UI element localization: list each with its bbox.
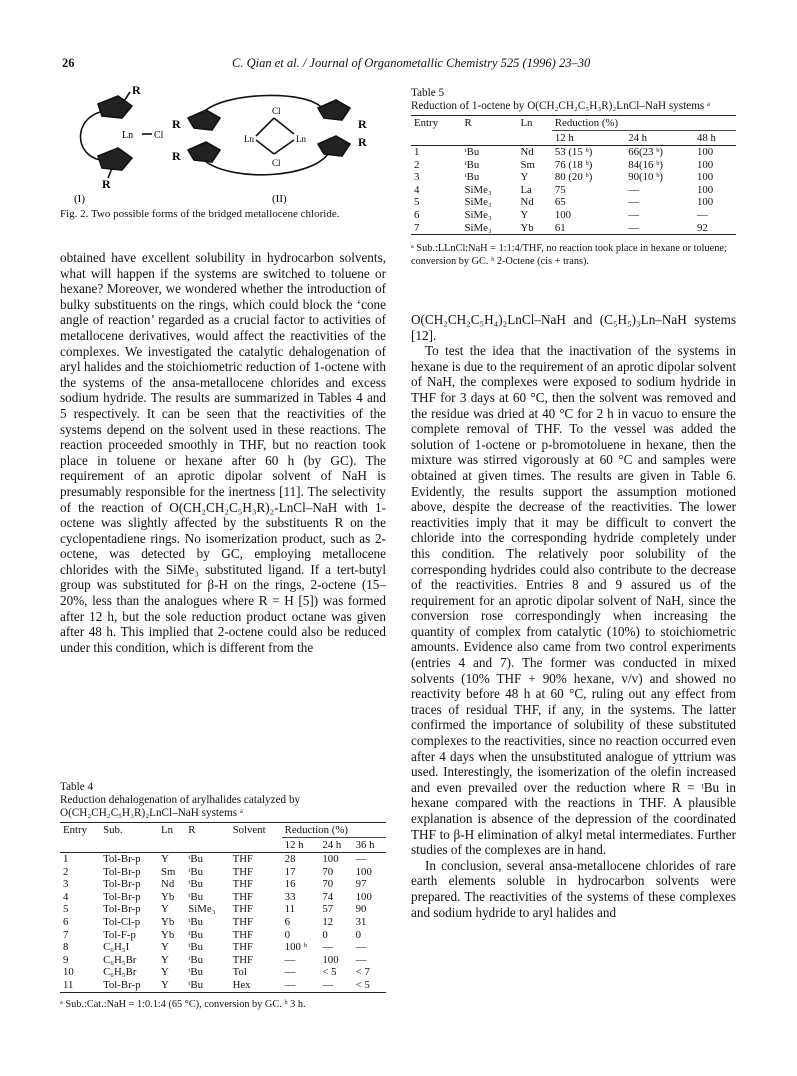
- atom-ln: Ln: [122, 130, 134, 141]
- table-row: [60, 853, 386, 866]
- table-cell: Tol-Br-p: [103, 890, 141, 903]
- cp-ring-ii-1: [188, 110, 220, 130]
- bond-ln-cl-ii-2: [274, 118, 294, 134]
- table-row: [60, 916, 386, 929]
- table-cell: 100: [696, 146, 714, 158]
- table-cell: Tol-Br-p: [103, 878, 141, 891]
- table-cell: ᵗBu: [188, 966, 203, 979]
- table-cell: SiMe₃: [464, 196, 492, 209]
- table-cell: 0: [284, 928, 291, 941]
- table-cell: 11: [63, 978, 74, 991]
- table-cell: ᵗBu: [464, 158, 480, 171]
- bond-ln-cl-ii-4: [274, 140, 294, 154]
- table-header: R: [188, 824, 196, 837]
- table-cell: 100: [322, 853, 339, 865]
- table-cell: 5: [414, 196, 420, 209]
- table-cell: 76 (18 ᵇ): [554, 158, 593, 171]
- table-row: [411, 196, 736, 209]
- table-cell: SiMe₃: [188, 903, 216, 916]
- atom-r: R: [132, 84, 141, 97]
- table-cell: 66(23 ᵇ): [628, 146, 664, 158]
- right-body-paragraph-1: O(CH₂CH₂C₅H₄)₂LnCl–NaH and (C₅H₅)₃Ln–NaH systems [12].: [411, 312, 736, 343]
- table-cell: 97: [355, 878, 367, 891]
- atom-ln: Ln: [296, 134, 306, 144]
- table-cell: Tol: [232, 966, 247, 979]
- table-cell: 92: [696, 221, 708, 234]
- table-4-label: Table 4: [60, 781, 94, 793]
- table-cell: —: [355, 941, 367, 954]
- table-cell: —: [284, 966, 296, 979]
- atom-r: R: [172, 117, 181, 131]
- table-cell: 90(10 ᵇ): [628, 171, 664, 184]
- table-cell: THF: [232, 928, 253, 941]
- table-header: Ln: [161, 824, 174, 837]
- table-cell: 3: [63, 878, 69, 891]
- table-cell: Y: [161, 978, 169, 991]
- table-cell: Yb: [161, 890, 175, 903]
- table-cell: 100: [355, 890, 372, 903]
- atom-cl: Cl: [154, 130, 164, 141]
- left-body-paragraph: obtained have excellent solubility in hydrocarbon solvents, what will happen if the systems are switched to toluene or hexane? Moreover, we wondered whether the introduction of bulky substituents on the rings, which could block the ‘cone angle of reaction’ regarded as a crucial factor to activities of metallocene derivatives, would affect the reactivities of the complexes. We investigated the catalytic dehalogenation of aryl halides and the stoichiometric reduction of 1-octene with the systems of the ansa-metallocene chlorides and excess sodium hydride. The results are summarized in Tables 4 and 5 respectively. It can be seen that the reactivities of the systems depend on the solvent used in these reactions. The reaction proceeded smoothly in THF, but no reaction took place in toluene or hexane after 60 h (by GC). The requirement of an aprotic dipolar solvent of NaH is presumably responsible for the inertness [11]. The selectivity of the reaction of O(CH₂CH₂C₅H₃R)₂-LnCl–NaH with 1-octene was slightly affected by the substituents R on the cyclopentadiene rings. No isomerization product, such as 2-octene, was detected by GC, employing metallocene chlorides with the SiMe₃ substituted ligand. If a tert-butyl group was substituted for β-H on the rings, 2-octene (15–20%, less than the analogues where R = H [5]) was formed after 12 h, but the sole reduction product octane was given after 48 h. This implied that 2-octene could also be reduced under this condition, which is different from the: [60, 250, 386, 655]
- table-header: R: [464, 117, 472, 130]
- table-cell: Sm: [520, 158, 535, 171]
- table-cell: ᵗBu: [464, 171, 480, 184]
- table-cell: 6: [414, 208, 420, 221]
- table-header: Reduction (%): [552, 116, 736, 131]
- table-cell: < 5: [322, 966, 337, 979]
- table-cell: 8: [63, 941, 69, 954]
- atom-r: R: [102, 177, 111, 191]
- table-4-footnote: ᵃ Sub.:Cat.:NaH = 1:0.1:4 (65 °C), conversion by GC. ᵇ 3 h.: [60, 998, 306, 1010]
- table-cell: 90: [355, 903, 367, 916]
- right-body-paragraph-3: In conclusion, several ansa-metallocene chlorides of rare earth elements soluble in hydrocarbon solvents were prepared. The reactivities of the systems of these complexes and sodium hydride to aryl halides and: [411, 857, 736, 920]
- table-cell: 0: [322, 928, 328, 941]
- table-cell: THF: [232, 915, 253, 928]
- table-cell: 4: [414, 183, 420, 196]
- table-cell: 70: [322, 865, 334, 878]
- table-cell: 6: [63, 915, 69, 928]
- table-cell: 11: [284, 903, 296, 916]
- table-cell: THF: [232, 890, 253, 903]
- table-5-grid: [411, 115, 736, 235]
- page-number: 26: [62, 56, 75, 70]
- right-body-paragraph-2: To test the idea that the inactivation of the systems in hexane is due to the requirement of an aprotic dipolar solvent of NaH, the complexes were exposed to sodium hydride in THF for 3 days at 60 °C, then the solvent was removed and the residue was dried at 40 °C for 2 h in vacuo to ensure the complete removal of THF. To the vessel was added the solution of 1-octene or p-bromotoluene in hexane, then the mixture was stirred vigorously at 60 °C and samples were obtained at given times. The results are given in Table 6. Evidently, the results support the assumption motioned above, despite the decrease of the reactivities. The lower reactivities imply that it may be difficult to convert the chloride into the corresponding hydride completely under this condition. The relatively poor solubility of the corresponding hydrides could also contribute to the decrease of the reactivities. Entries 8 and 9 assured us of the requirement for an aprotic dipolar solvent of NaH, since the conversion rose correspondingly when increasing the quantity of complex from catalytic (10%) to stoichiometric amounts. Evidence also came from two control experiments (entries 4 and 7). The former was conducted in mixed solvents (10% THF + 90% hexane, v/v) and showed no reactivity before 48 h at 60 °C, ruling out any effect from traces of residual THF, if any, in the systems. The latter confirmed the importance of solubility of these substituted complexes to the reactivities, since no reaction occurred even after 4 days when the unsubstituted analogue of yttrium was used. Interestingly, the isomerization of the olefin increased and even prevailed over the reduction where R = ᵗBu in hexane compared with the reactions in THF. A plausible explanation is absence of the depression of the coordinated THF to β-H elimination of alkyl metal intermediates. Further studies of the complexes are in hand.: [411, 343, 736, 858]
- table-header: Entry: [414, 117, 438, 130]
- table-5-title: Reduction of 1-octene by O(CH₂CH₂C₅H₃R)₂LnCl–NaH systems ᵃ: [411, 100, 711, 112]
- table-header: Ln: [520, 117, 533, 130]
- bridge-i: [81, 112, 101, 160]
- table-cell: Yb: [161, 915, 175, 928]
- table-cell: 61: [554, 221, 566, 234]
- table-cell: < 7: [355, 966, 370, 979]
- table-cell: THF: [232, 941, 253, 954]
- table-cell: —: [355, 953, 367, 966]
- bridged-metallocene-figure: [60, 84, 390, 208]
- bond-ln-cl-ii-1: [256, 118, 274, 136]
- table-cell: ᵗBu: [464, 146, 480, 158]
- table-cell: SiMe₃: [464, 208, 492, 221]
- table-cell: Y: [161, 941, 169, 954]
- table-cell: —: [628, 221, 639, 234]
- table-cell: —: [322, 978, 334, 991]
- table-cell: 100 ᵇ: [284, 941, 307, 954]
- table-cell: 80 (20 ᵇ): [554, 171, 593, 184]
- table-cell: Nd: [520, 196, 534, 209]
- table-5: [411, 87, 736, 268]
- label-structure-i: (I): [74, 193, 85, 205]
- table-cell: —: [322, 941, 334, 954]
- table-cell: SiMe₃: [464, 221, 492, 234]
- table-row: [60, 903, 386, 916]
- table-4-grid: [60, 822, 386, 993]
- table-cell: 7: [414, 221, 420, 234]
- table-cell: SiMe₃: [464, 183, 492, 196]
- table-cell: 53 (15 ᵇ): [554, 146, 593, 158]
- table-cell: —: [696, 208, 708, 221]
- table-cell: 74: [322, 890, 334, 903]
- table-row: [60, 891, 386, 904]
- table-cell: —: [628, 208, 639, 221]
- table-row: [411, 184, 736, 197]
- table-cell: 100: [696, 158, 714, 171]
- cp-ring-upper-i: [98, 96, 132, 118]
- table-cell: 100: [322, 953, 339, 966]
- table-cell: 2: [414, 158, 420, 171]
- table-subheader: 36 h: [355, 839, 375, 851]
- table-cell: C₆H₅Br: [103, 966, 137, 979]
- table-cell: Sm: [161, 865, 176, 878]
- table-cell: Tol-Br-p: [103, 978, 141, 991]
- table-4: [60, 781, 386, 1011]
- cp-ring-ii-4: [318, 136, 350, 156]
- table-5-footnote: ᵃ Sub.:LLnCl:NaH = 1:1:4/THF, no reaction took place in hexane or toluene; conversion by GC. ᵇ 2-Octene (cis + trans).: [411, 243, 727, 267]
- cp-ring-ii-2: [188, 142, 220, 162]
- table-cell: 100: [696, 171, 714, 184]
- table-cell: —: [284, 953, 296, 966]
- table-cell: ᵗBu: [188, 890, 203, 903]
- table-subheader: 48 h: [696, 132, 716, 144]
- running-header: [62, 56, 742, 76]
- table-cell: Tol-Br-p: [103, 903, 141, 916]
- table-cell: C₆H₅Br: [103, 953, 137, 966]
- table-cell: 100: [355, 865, 372, 878]
- table-cell: THF: [232, 878, 253, 891]
- table-cell: Y: [161, 953, 169, 966]
- table-cell: 33: [284, 890, 296, 903]
- table-row: [60, 878, 386, 891]
- table-row: [411, 146, 736, 159]
- table-cell: Yb: [520, 221, 534, 234]
- table-5-body: [411, 146, 736, 235]
- table-cell: Nd: [161, 878, 175, 891]
- atom-r: R: [358, 135, 367, 149]
- table-cell: 70: [322, 878, 334, 891]
- atom-cl: Cl: [272, 158, 281, 168]
- table-cell: 3: [414, 171, 420, 184]
- bridge-ii-1: [206, 95, 322, 110]
- table-cell: ᵗBu: [188, 915, 203, 928]
- atom-cl: Cl: [272, 106, 281, 116]
- table-cell: 28: [284, 853, 296, 865]
- table-cell: 75: [554, 183, 566, 196]
- table-header: Reduction (%): [282, 823, 386, 838]
- table-row: [60, 979, 386, 992]
- table-cell: Tol-Br-p: [103, 865, 141, 878]
- table-cell: 84(16 ᵇ): [628, 158, 664, 171]
- table-cell: ᵗBu: [188, 978, 203, 991]
- table-cell: Y: [161, 903, 169, 916]
- table-row: [60, 941, 386, 954]
- table-cell: THF: [232, 953, 253, 966]
- table-subheader: 12 h: [554, 132, 574, 144]
- structure-i: [81, 92, 153, 178]
- table-cell: Y: [161, 966, 169, 979]
- atom-r: R: [358, 117, 367, 131]
- table-cell: 1: [414, 146, 420, 158]
- table-4-title: Reduction dehalogenation of arylhalides catalyzed by O(CH₂CH₂C₅H₃R)₂LnCl–NaH systems ᵃ: [60, 794, 301, 819]
- table-cell: 7: [63, 928, 69, 941]
- table-cell: 4: [63, 890, 69, 903]
- structure-ii: [188, 95, 350, 174]
- cp-ring-lower-i: [98, 148, 132, 170]
- table-cell: < 5: [355, 978, 370, 991]
- table-row: [60, 954, 386, 967]
- table-cell: Y: [520, 208, 529, 221]
- table-cell: ᵗBu: [188, 941, 203, 954]
- table-cell: 31: [355, 915, 367, 928]
- label-structure-ii: (II): [272, 193, 287, 205]
- table-5-label: Table 5: [411, 87, 445, 99]
- table-cell: 57: [322, 903, 334, 916]
- table-cell: —: [628, 196, 639, 209]
- table-cell: —: [628, 183, 639, 196]
- table-cell: Y: [161, 853, 169, 865]
- table-cell: 9: [63, 953, 69, 966]
- table-header: Sub.: [103, 824, 123, 837]
- table-cell: Tol-Br-p: [103, 853, 141, 865]
- table-cell: ᵗBu: [188, 953, 203, 966]
- bridge-ii-2: [206, 154, 328, 175]
- table-cell: 0: [355, 928, 362, 941]
- table-cell: 17: [284, 865, 296, 878]
- table-cell: ᵗBu: [188, 878, 203, 891]
- table-header: Solvent: [232, 824, 266, 837]
- table-cell: Yb: [161, 928, 175, 941]
- table-cell: Nd: [520, 146, 534, 158]
- table-cell: 1: [63, 853, 69, 865]
- table-row: [411, 171, 736, 184]
- table-row: [411, 222, 736, 235]
- table-cell: —: [355, 853, 367, 865]
- table-cell: Tol-F-p: [103, 928, 136, 941]
- table-row: [411, 159, 736, 172]
- table-cell: 100: [696, 183, 714, 196]
- table-cell: —: [284, 978, 296, 991]
- table-cell: THF: [232, 853, 253, 865]
- table-cell: ᵗBu: [188, 865, 203, 878]
- bond-ln-cl-ii-3: [256, 140, 274, 154]
- table-row: [60, 966, 386, 979]
- table-cell: 2: [63, 865, 69, 878]
- atom-r: R: [172, 149, 181, 163]
- table-subheader: 24 h: [628, 132, 648, 144]
- journal-citation: C. Qian et al. / Journal of Organometallic Chemistry 525 (1996) 23–30: [232, 56, 591, 70]
- table-subheader: 12 h: [284, 839, 304, 851]
- atom-ln: Ln: [244, 134, 254, 144]
- table-cell: C₆H₅I: [103, 941, 130, 954]
- table-header: Entry: [63, 824, 87, 837]
- table-cell: 65: [554, 196, 566, 209]
- table-row: [411, 209, 736, 222]
- table-cell: Tol-Cl-p: [103, 915, 141, 928]
- table-cell: 12: [322, 915, 334, 928]
- table-cell: 100: [696, 196, 714, 209]
- table-cell: 6: [284, 915, 291, 928]
- table-cell: 100: [554, 208, 572, 221]
- table-cell: 16: [284, 878, 296, 891]
- table-cell: 5: [63, 903, 69, 916]
- table-cell: THF: [232, 865, 253, 878]
- table-cell: THF: [232, 903, 253, 916]
- table-cell: Y: [520, 171, 529, 184]
- table-4-body: [60, 853, 386, 993]
- table-cell: 10: [63, 966, 74, 979]
- figure-caption: Fig. 2. Two possible forms of the bridged metallocene chloride.: [60, 208, 340, 220]
- table-row: [60, 866, 386, 879]
- table-cell: La: [520, 183, 532, 196]
- cp-ring-ii-3: [318, 100, 350, 120]
- table-cell: Hex: [232, 978, 251, 991]
- table-row: [60, 929, 386, 942]
- table-cell: ᵗBu: [188, 928, 203, 941]
- table-cell: ᵗBu: [188, 853, 203, 865]
- table-subheader: 24 h: [322, 839, 342, 851]
